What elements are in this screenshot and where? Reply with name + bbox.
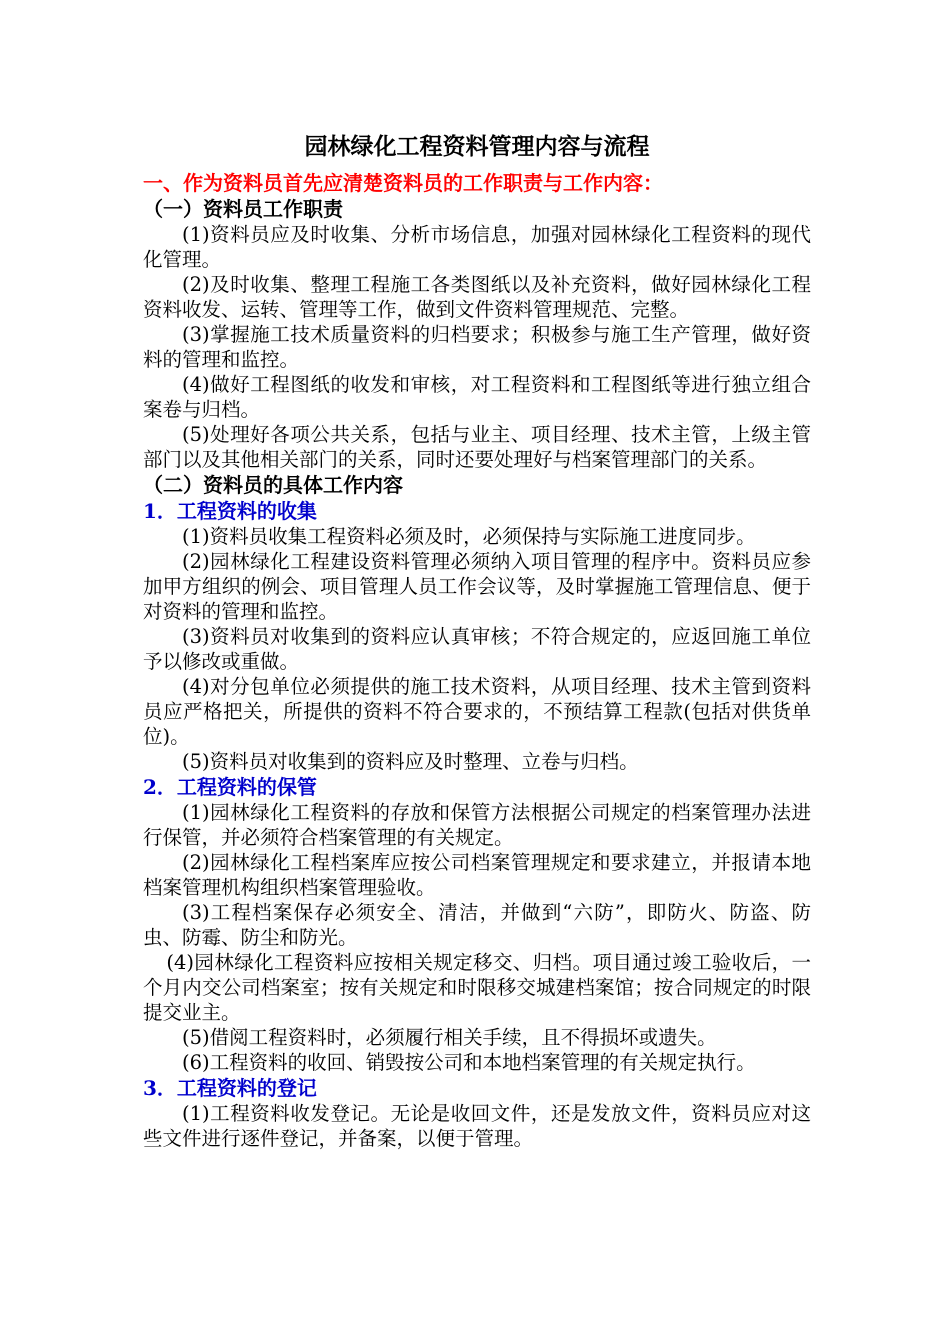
document-title: 园林绿化工程资料管理内容与流程: [304, 133, 650, 160]
paragraph: (3)资料员对收集到的资料应认真审核；不符合规定的，应返回施工单位予以修改或重做。: [143, 625, 811, 673]
paragraph: (4)对分包单位必须提供的施工技术资料，从项目经理、技术主管到资料员应严格把关，所提供的资料不符合要求的，不预结算工程款(包括对供货单位)。: [143, 675, 811, 748]
paragraph: (4)园林绿化工程资料应按相关规定移交、归档。项目通过竣工验收后，一个月内交公司档案室；按有关规定和时限移交城建档案馆；按合同规定的时限提交业主。: [143, 951, 811, 1024]
paragraph: (5)资料员对收集到的资料应及时整理、立卷与归档。: [182, 750, 639, 773]
paragraph: (6)工程资料的收回、销毁按公司和本地档案管理的有关规定执行。: [182, 1051, 756, 1074]
paragraph: (5)借阅工程资料时，必须履行相关手续，且不得损坏或遗失。: [182, 1026, 717, 1049]
part-heading-work-content: （二）资料员的具体工作内容: [143, 473, 403, 497]
paragraph: (2)及时收集、整理工程施工各类图纸以及补充资料，做好园林绿化工程资料收发、运转、管理等工作，做到文件资料管理规范、完整。: [143, 273, 811, 321]
paragraph: (1)园林绿化工程资料的存放和保管方法根据公司规定的档案管理办法进行保管，并必须符合档案管理的有关规定。: [143, 801, 811, 849]
paragraph: (3)工程档案保存必须安全、清洁，并做到“六防”，即防火、防盗、防虫、防霉、防尘和防光。: [143, 901, 811, 949]
subheading-storage: 2．工程资料的保管: [143, 775, 317, 799]
paragraph: (3)掌握施工技术质量资料的归档要求；积极参与施工生产管理，做好资料的管理和监控。: [143, 323, 811, 371]
paragraph: (1)资料员应及时收集、分析市场信息，加强对园林绿化工程资料的现代化管理。: [143, 223, 811, 271]
subheading-registration: 3．工程资料的登记: [143, 1076, 317, 1100]
paragraph: (4)做好工程图纸的收发和审核，对工程资料和工程图纸等进行独立组合案卷与归档。: [143, 373, 811, 421]
paragraph: (2)园林绿化工程档案库应按公司档案管理规定和要求建立，并报请本地档案管理机构组织档案管理验收。: [143, 851, 811, 899]
document-body: [143, 128, 811, 1151]
section-heading: 一、作为资料员首先应清楚资料员的工作职责与工作内容：: [143, 171, 663, 195]
paragraph: (5)处理好各项公共关系，包括与业主、项目经理、技术主管，上级主管部门以及其他相关部门的关系，同时还要处理好与档案管理部门的关系。: [143, 423, 811, 471]
paragraph: (2)园林绿化工程建设资料管理必须纳入项目管理的程序中。资料员应参加甲方组织的例会、项目管理人员工作会议等，及时掌握施工管理信息、便于对资料的管理和监控。: [143, 550, 811, 623]
part-heading-duties: （一）资料员工作职责: [143, 197, 343, 221]
paragraph: (1)工程资料收发登记。无论是收回文件，还是发放文件，资料员应对这些文件进行逐件登记，并备案，以便于管理。: [143, 1102, 811, 1150]
paragraph: (1)资料员收集工程资料必须及时，必须保持与实际施工进度同步。: [182, 525, 756, 548]
subheading-collection: 1．工程资料的收集: [143, 499, 317, 523]
